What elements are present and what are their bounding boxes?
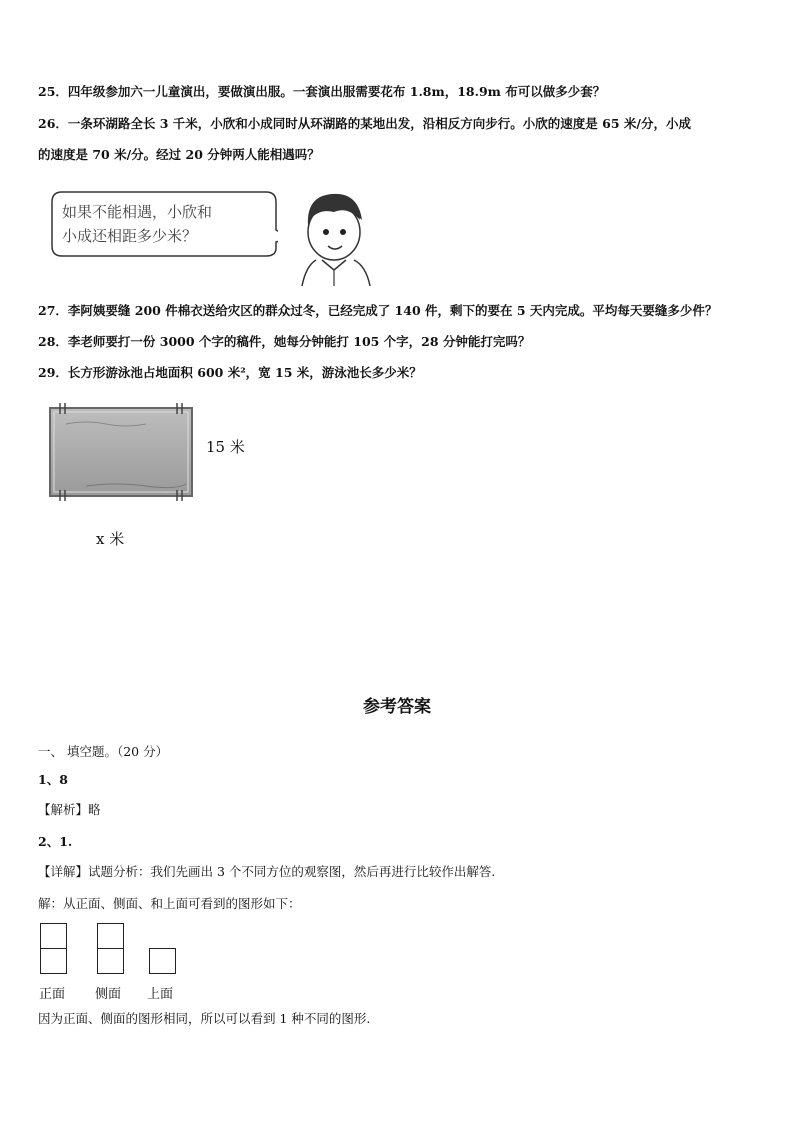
- bubble-line1: 如果不能相遇，小欣和: [62, 203, 213, 221]
- answers-section1: 一、 填空题。（20 分）: [38, 744, 169, 759]
- q29: 29．长方形游泳池占地面积 600 米²，宽 15 米，游泳池长多少米？: [38, 365, 422, 380]
- side-view-label: 侧面: [95, 987, 122, 1002]
- front-view-bottom-square: [40, 948, 67, 974]
- answer-1-analysis: 【解析】略: [38, 802, 101, 817]
- q28: 28．李老师要打一份 3000 个字的稿件，她每分钟能打 105 个字，28 分钟能打完吗？: [38, 334, 531, 349]
- top-view-square: [149, 948, 176, 974]
- top-view-label: 上面: [147, 987, 174, 1002]
- pool-width-label: 15 米: [206, 438, 245, 456]
- boy-illustration: [288, 186, 380, 286]
- side-view-top-square: [97, 923, 124, 949]
- answer-2-solution: 解：从正面、侧面、和上面可看到的图形如下：: [38, 896, 301, 911]
- q25: 25．四年级参加六一儿童演出，要做演出服。一套演出服需要花布 1.8m，18.9m 布可以做多少套？: [38, 84, 606, 99]
- q26-line1: 26．一条环湖路全长 3 千米，小欣和小成同时从环湖路的某地出发，沿相反方向步行。小欣的速度是 65 米/分，小成: [38, 116, 691, 131]
- answers-title: 参考答案: [363, 697, 431, 717]
- q27: 27．李阿姨要缝 200 件棉衣送给灾区的群众过冬，已经完成了 140 件，剩下的要在 5 天内完成。平均每天要缝多少件？: [38, 303, 718, 318]
- front-view-top-square: [40, 923, 67, 949]
- answer-1: 1、8: [38, 772, 68, 787]
- bubble-line2: 小成还相距多少米？: [62, 227, 198, 245]
- speech-bubble-text: [62, 200, 212, 248]
- side-view-bottom-square: [97, 948, 124, 974]
- q26-line2: 的速度是 70 米/分。经过 20 分钟两人能相遇吗？: [38, 147, 320, 162]
- answer-2: 2、1.: [38, 834, 73, 849]
- front-view-label: 正面: [39, 987, 66, 1002]
- pool-length-label: x 米: [96, 530, 125, 548]
- pool-diagram: [46, 402, 196, 502]
- answer-2-detail: 【详解】试题分析：我们先画出 3 个不同方位的观察图，然后再进行比较作出解答.: [38, 864, 496, 879]
- answer-2-conclusion: 因为正面、侧面的图形相同，所以可以看到 1 种不同的图形.: [38, 1011, 371, 1026]
